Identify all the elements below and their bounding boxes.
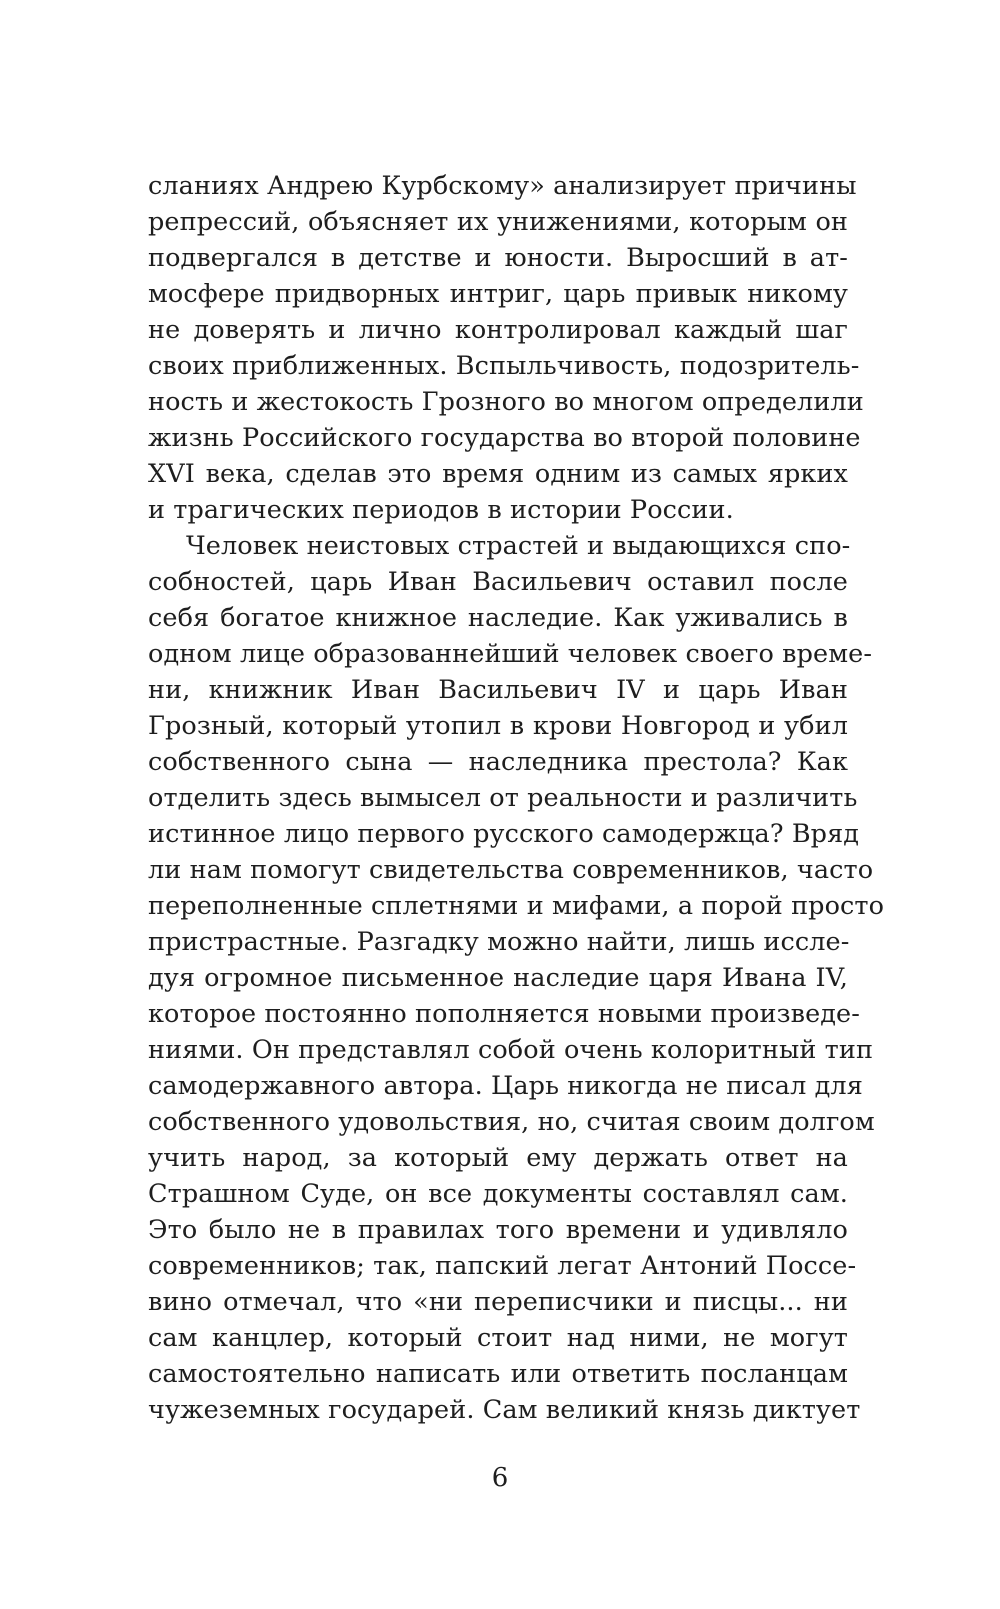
text-line: Это было не в правилах того времени и удивляло (148, 1215, 848, 1245)
text-line: чужеземных государей. Сам великий князь диктует (148, 1395, 861, 1425)
text-line: переполненные сплетнями и мифами, а порой просто (148, 891, 885, 921)
text-line: современников; так, папский легат Антоний Поссе- (148, 1251, 857, 1281)
text-line: учить народ, за который ему держать ответ на (148, 1143, 848, 1173)
text-line: XVI века, сделав это время одним из самых ярких (148, 459, 848, 489)
text-line: не доверять и лично контролировал каждый шаг (148, 315, 848, 345)
text-line: своих приближенных. Вспыльчивость, подозритель- (148, 351, 860, 381)
text-line: истинное лицо первого русского самодержца? Вряд (148, 819, 860, 849)
body-text (148, 168, 885, 1428)
text-line: сам канцлер, который стоит над ними, не могут (148, 1323, 848, 1353)
text-line: самодержавного автора. Царь никогда не писал для (148, 1071, 863, 1101)
paragraph (148, 528, 885, 1428)
text-line: и трагических периодов в истории России. (148, 495, 734, 525)
text-line: ли нам помогут свидетельства современников, часто (148, 855, 874, 885)
text-line: Страшном Суде, он все документы составлял сам. (148, 1179, 848, 1209)
text-line: сланиях Андрею Курбскому» анализирует причины (148, 171, 857, 201)
text-line: себя богатое книжное наследие. Как уживались в (148, 603, 848, 633)
paragraph (148, 168, 864, 528)
page-number: 6 (491, 1463, 509, 1493)
text-line: мосфере придворных интриг, царь привык никому (148, 279, 848, 309)
text-line: Человек неистовых страстей и выдающихся спо- (186, 531, 851, 561)
text-line: вино отмечал, что «ни переписчики и писцы... ни (148, 1287, 848, 1317)
text-line: подвергался в детстве и юности. Выросший в ат- (148, 243, 848, 273)
text-line: которое постоянно пополняется новыми произведе- (148, 999, 860, 1029)
text-line: Грозный, который утопил в крови Новгород и убил (148, 711, 848, 741)
text-line: жизнь Российского государства во второй половине (148, 423, 861, 453)
text-line: репрессий, объясняет их унижениями, которым он (148, 207, 848, 237)
text-line: собностей, царь Иван Васильевич оставил после (148, 567, 848, 597)
text-line: ниями. Он представлял собой очень колоритный тип (148, 1035, 874, 1065)
text-line: пристрастные. Разгадку можно найти, лишь иссле- (148, 927, 850, 957)
text-line: самостоятельно написать или ответить посланцам (148, 1359, 848, 1389)
text-line: собственного сына — наследника престола? Как (148, 747, 848, 777)
text-line: отделить здесь вымысел от реальности и различить (148, 783, 858, 813)
text-line: ни, книжник Иван Васильевич IV и царь Иван (148, 675, 848, 705)
text-line: одном лице образованнейший человек своего време- (148, 639, 873, 669)
text-line: собственного удовольствия, но, считая своим долгом (148, 1107, 875, 1137)
text-line: ность и жестокость Грозного во многом определили (148, 387, 864, 417)
text-line: дуя огромное письменное наследие царя Ивана IV, (148, 963, 848, 993)
